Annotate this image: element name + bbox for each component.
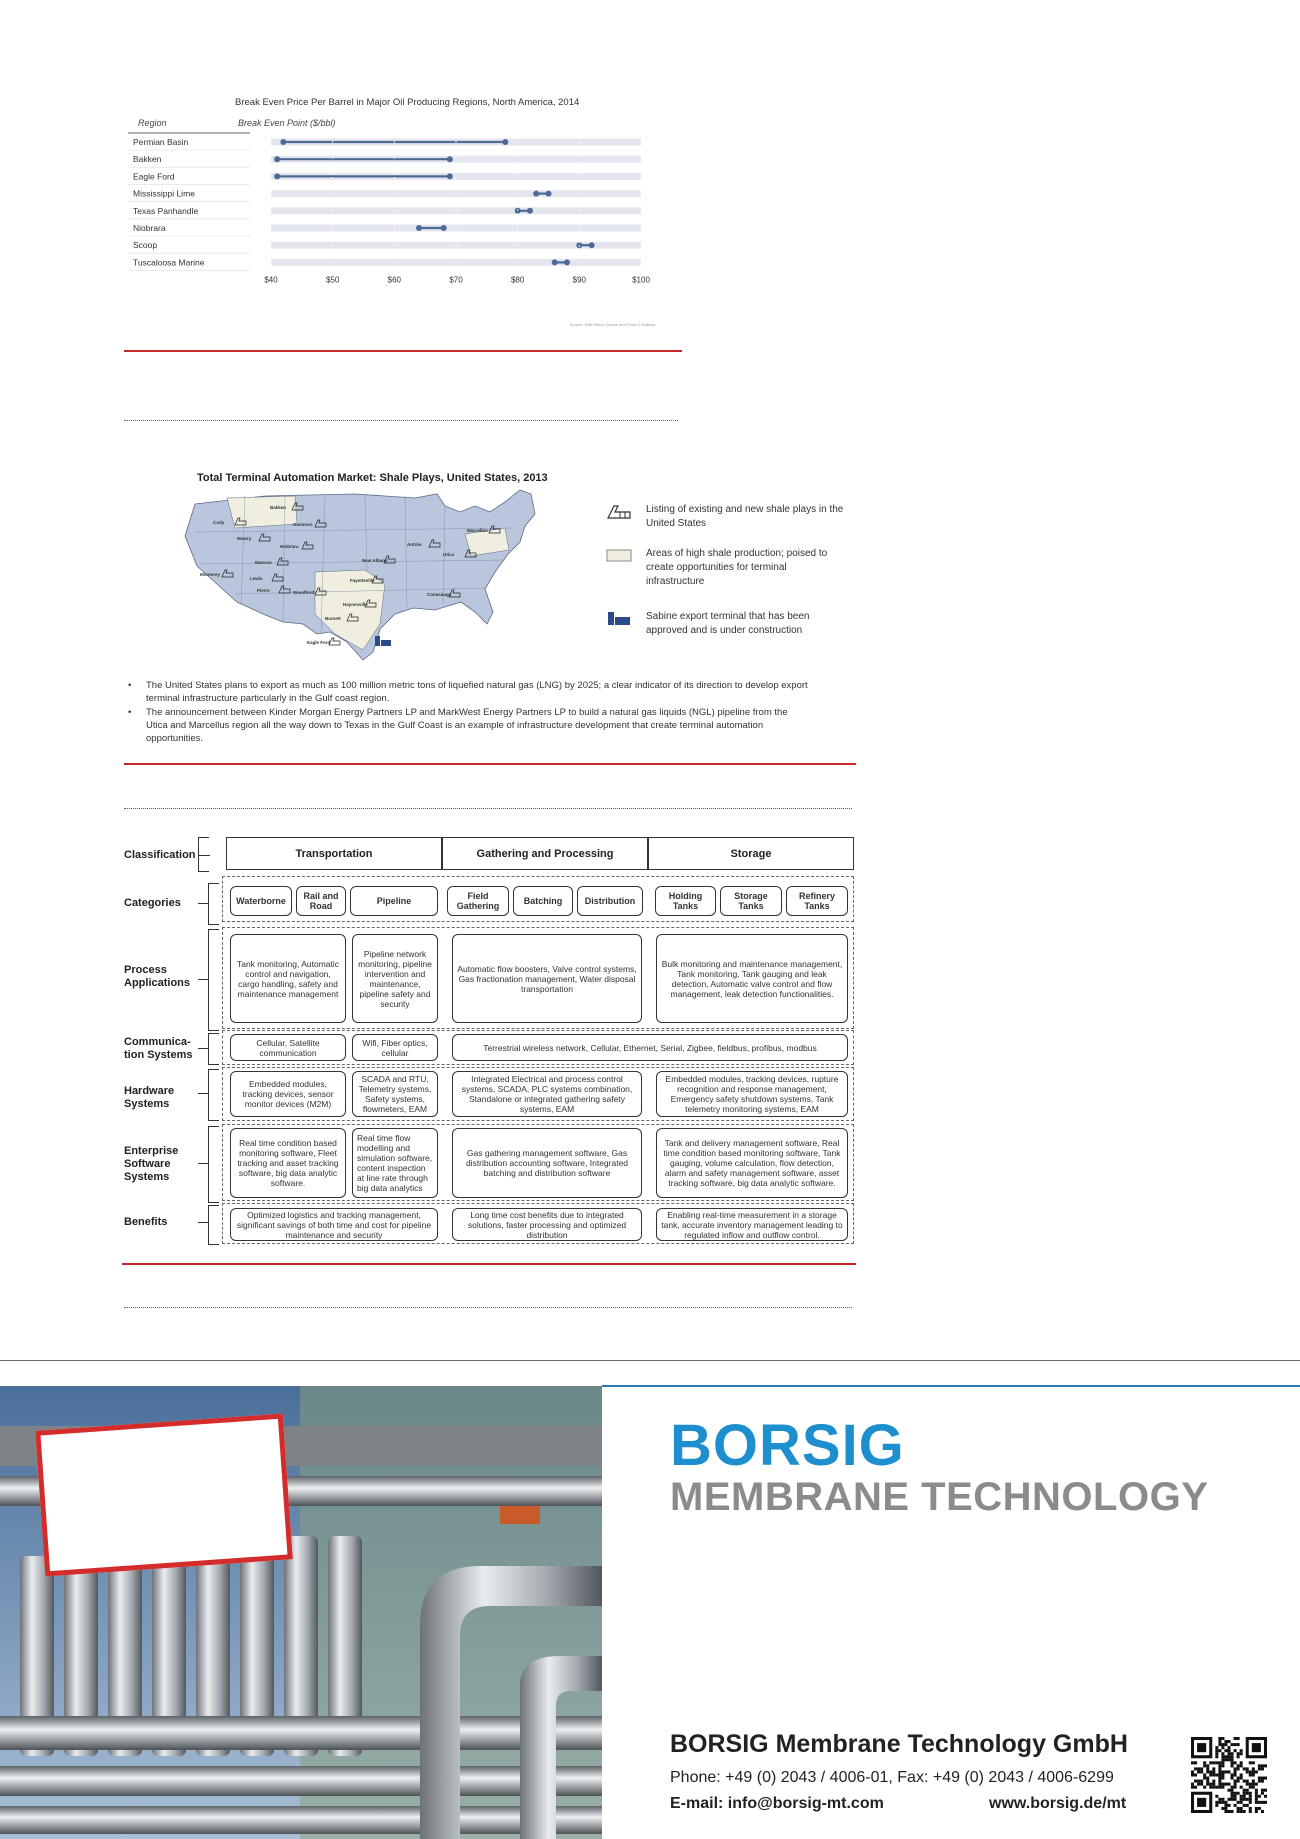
shale-area-swatch xyxy=(606,547,632,563)
cat-pipeline: Pipeline xyxy=(350,886,438,916)
cat-field-gathering: Field Gathering xyxy=(447,886,509,916)
connector xyxy=(198,1093,208,1094)
ad-red-frame xyxy=(35,1414,293,1577)
map-label: Marcellus xyxy=(467,528,488,533)
map-label: Woodford xyxy=(293,590,315,595)
shale-area-west xyxy=(227,496,297,528)
legend-text: Listing of existing and new shale plays in the United States xyxy=(646,504,844,529)
contact-phone: Phone: +49 (0) 2043 / 4006-01, Fax: +49 (0) 2043 / 4006-6299 xyxy=(670,1769,1114,1786)
cat-waterborne: Waterborne xyxy=(230,886,292,916)
connector xyxy=(198,903,208,904)
range-high-point xyxy=(527,208,533,214)
connector xyxy=(198,1048,208,1049)
legend-item-sabine-terminal xyxy=(606,610,846,638)
cat-distribution: Distribution xyxy=(577,886,643,916)
section-rule-3 xyxy=(122,1263,856,1265)
legend-text: Sabine export terminal that has been approved and is under construction xyxy=(646,611,810,636)
row-label-benefits: Benefits xyxy=(124,1216,168,1228)
map-title: Total Terminal Automation Market: Shale Plays, United States, 2013 xyxy=(197,472,548,484)
region-header: Region xyxy=(138,118,167,128)
oil-rig-icon xyxy=(329,638,340,645)
map-label: Pierre xyxy=(257,588,270,593)
x-tick-label: $60 xyxy=(387,275,402,285)
row-label-classification: Classification xyxy=(124,849,196,861)
bracket xyxy=(208,1069,219,1121)
process-storage: Bulk monitoring and maintenance management, Tank monitoring, Tank gauging and leak detection, Automatic valve control and flow management, leak detection functionalities. xyxy=(656,934,848,1023)
comm-transport-b: Wifi, Fiber optics, cellular xyxy=(352,1034,438,1061)
bracket xyxy=(208,883,219,925)
hardware-transport-b: SCADA and RTU, Telemetry systems, Safety systems, flowmeters, EAM xyxy=(352,1071,438,1117)
cat-batching: Batching xyxy=(513,886,573,916)
connector xyxy=(198,1222,208,1223)
region-label: Permian Basin xyxy=(133,137,189,147)
region-label: Eagle Ford xyxy=(133,171,175,182)
bracket xyxy=(208,929,219,1031)
region-label: Texas Panhandle xyxy=(133,205,199,216)
value-header: Break Even Point ($/bbl) xyxy=(238,118,336,128)
section-rule-1 xyxy=(124,350,682,352)
range-low-point xyxy=(552,259,558,265)
map-label: Cody xyxy=(213,520,225,525)
x-tick-label: $50 xyxy=(325,275,340,285)
map-label: Conasauga xyxy=(427,592,452,597)
bracket xyxy=(208,1126,219,1203)
ad-divider xyxy=(0,1360,1300,1361)
comm-rest: Terrestrial wireless network, Cellular, Ethernet, Serial, Zigbee, fieldbus, profibus, modbus xyxy=(452,1034,848,1061)
cat-refinery-tanks: Refinery Tanks xyxy=(786,886,848,916)
dotted-rule-3 xyxy=(124,1307,852,1308)
map-label: New Albany xyxy=(362,558,388,563)
range-high-point xyxy=(447,156,453,162)
map-label: Antrim xyxy=(407,542,422,547)
legend-item-shale-areas xyxy=(606,547,846,589)
range-low-point xyxy=(280,139,286,145)
bracket xyxy=(208,1205,219,1245)
enterprise-gathering: Gas gathering management software, Gas distribution accounting software, Integrated batching and distribution software xyxy=(452,1128,642,1198)
dotted-rule-1 xyxy=(124,420,678,421)
class-storage: Storage xyxy=(648,837,854,870)
map-label: Mowry xyxy=(237,536,252,541)
x-tick-label: $90 xyxy=(572,275,587,285)
region-label: Mississippi Lime xyxy=(133,188,195,199)
region-label: Scoop xyxy=(133,240,158,251)
connector xyxy=(198,979,208,980)
map-label: Gammon xyxy=(293,522,313,527)
row-label-communication: Communica- tion Systems xyxy=(124,1036,193,1061)
x-tick-label: $40 xyxy=(264,275,278,285)
chart-title: Break Even Price Per Barrel in Major Oil Producing Regions, North America, 2014 xyxy=(235,97,580,108)
map-label: Bakken xyxy=(270,505,287,510)
map-label: Fayetteville xyxy=(350,578,375,583)
x-tick-label: $70 xyxy=(449,275,463,285)
process-transport-a: Tank monitoring, Automatic control and navigation, cargo handling, safety and maintenance management xyxy=(230,934,346,1023)
x-tick-label: $100 xyxy=(632,275,650,285)
comm-transport-a: Cellular, Satellite communication xyxy=(230,1034,346,1061)
bullet-item: • The announcement between Kinder Morgan Energy Partners LP and MarkWest Energy Partners LP to build a natural gas liquids (NGL) pipeline from the Utica and Marcellus region all the way down to Texas in the Gulf Coast is an example of infrastructure development that create terminal automation opportunities. xyxy=(128,706,808,745)
range-low-point xyxy=(274,173,280,179)
oil-rig-icon xyxy=(606,503,632,519)
map-label: Lewis xyxy=(250,576,263,581)
qr-code-icon[interactable] xyxy=(1191,1737,1267,1813)
region-label: Bakken xyxy=(133,154,162,165)
row-label-categories: Categories xyxy=(124,897,181,909)
benefit-gathering: Long time cost benefits due to integrated solutions, faster processing and optimized distribution xyxy=(452,1208,642,1241)
class-transportation: Transportation xyxy=(226,837,442,870)
process-gathering: Automatic flow boosters, Valve control systems, Gas fractionation management, Water disposal transportation xyxy=(452,934,642,1023)
row-label-enterprise: Enterprise Software Systems xyxy=(124,1145,179,1183)
range-high-point xyxy=(441,225,447,231)
map-label: Eagle Ford xyxy=(307,640,331,645)
cat-storage-tanks: Storage Tanks xyxy=(720,886,782,916)
cat-rail-road: Rail and Road xyxy=(296,886,346,916)
break-even-chart xyxy=(120,90,680,335)
contact-email: E-mail: info@borsig-mt.com xyxy=(670,1795,884,1812)
class-gathering: Gathering and Processing xyxy=(442,837,648,870)
map-label: Mancos xyxy=(255,560,272,565)
range-high-point xyxy=(589,242,595,248)
hardware-gathering: Integrated Electrical and process control systems, SCADA, PLC systems combination, Standalone or integrated gathering safety systems, EAM xyxy=(452,1071,642,1117)
row-label-process: Process Applications xyxy=(124,964,191,989)
bracket xyxy=(198,837,209,872)
hardware-transport-a: Embedded modules, tracking devices, sensor monitor devices (M2M) xyxy=(230,1071,346,1117)
brand-name: BORSIG xyxy=(670,1413,905,1478)
contact-website[interactable]: www.borsig.de/mt xyxy=(989,1795,1127,1812)
chart-source: Source: Wall Street Journal and Frost & Sullivan xyxy=(569,322,655,327)
benefit-storage: Enabling real-time measurement in a storage tank, accurate inventory management leading to regulated inflow and outflow control. xyxy=(656,1208,848,1241)
ad-accent-line xyxy=(602,1385,1300,1387)
export-terminal-icon xyxy=(606,610,632,626)
bullet-list xyxy=(128,679,808,746)
section-rule-2 xyxy=(124,763,856,765)
bracket xyxy=(208,1033,219,1065)
sabine-terminal-icon xyxy=(375,636,391,646)
map-label: Haynesville xyxy=(343,602,368,607)
x-tick-label: $80 xyxy=(510,275,525,285)
benefit-transport: Optimized logistics and tracking management, significant savings of both time and cost for pipeline maintenance and security xyxy=(230,1208,438,1241)
range-high-point xyxy=(502,139,508,145)
range-low-point xyxy=(533,191,539,197)
enterprise-transport-a: Real time condition based monitoring software, Fleet tracking and asset tracking software, big data analytic software. xyxy=(230,1128,346,1198)
cat-holding-tanks: Holding Tanks xyxy=(655,886,716,916)
map-label: Barnett xyxy=(325,616,341,621)
map-label: Niobrara xyxy=(280,544,299,549)
range-high-point xyxy=(447,173,453,179)
map-label: Monterey xyxy=(200,572,221,577)
region-label: Tuscaloosa Marine xyxy=(133,257,205,268)
row-label-hardware: Hardware Systems xyxy=(124,1085,175,1110)
range-high-point xyxy=(546,191,552,197)
company-name: BORSIG Membrane Technology GmbH xyxy=(670,1730,1128,1758)
range-low-point xyxy=(416,225,422,231)
bullet-item: • The United States plans to export as much as 100 million metric tons of liquefied natural gas (LNG) by 2025; a clear indicator of its direction to develop export terminal infrastructure particularly in the Gulf coast region. xyxy=(128,679,808,705)
enterprise-transport-b: Real time flow modelling and simulation software, content inspection at line rate through big data analytics xyxy=(352,1128,438,1198)
connector xyxy=(198,1163,208,1164)
legend-text: Areas of high shale production; poised to create opportunities for terminal infrastructure xyxy=(646,548,828,587)
range-low-point xyxy=(274,156,280,162)
legend-item-shale-plays xyxy=(606,503,846,531)
enterprise-storage: Tank and delivery management software, Real time condition based monitoring software, Tank gauging, volume calculation, flow detection, alarm and safety management software, asset tracking software, big data analytic software. xyxy=(656,1128,848,1198)
us-shale-map xyxy=(175,484,575,669)
range-high-point xyxy=(564,259,570,265)
hardware-storage: Embedded modules, tracking devices, rupture recognition and response management, Emergency safety shutdown systems, Tank telemetry monitoring systems, EAM xyxy=(656,1071,848,1117)
map-label: Utica xyxy=(443,552,455,557)
brand-subtitle: MEMBRANE TECHNOLOGY xyxy=(670,1475,1209,1519)
region-label: Niobrara xyxy=(133,223,166,233)
dotted-rule-2 xyxy=(124,808,852,809)
process-transport-b: Pipeline network monitoring, pipeline intervention and maintenance, pipeline safety and security xyxy=(352,934,438,1023)
